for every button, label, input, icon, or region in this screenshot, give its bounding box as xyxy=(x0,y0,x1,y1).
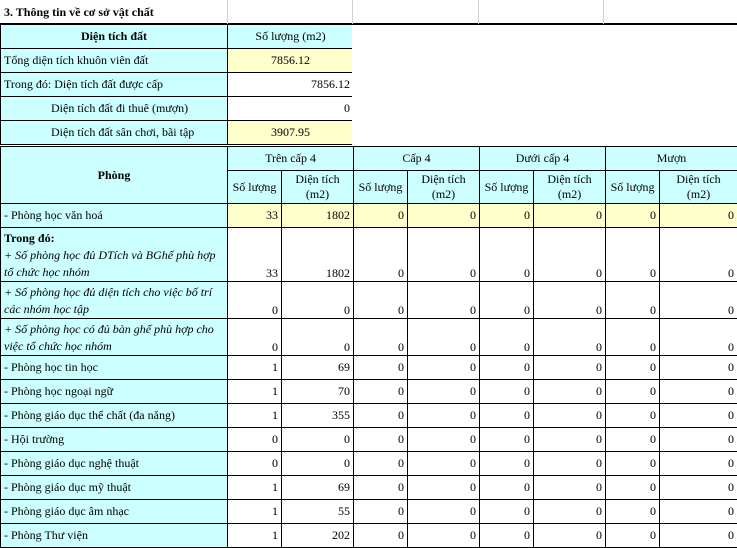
land-label: Diện tích đất đi thuê (mượn) xyxy=(1,97,228,121)
room-count-cell: 0 xyxy=(480,282,534,319)
room-count-cell: 1 xyxy=(228,380,282,404)
room-label-head: Trong đó: xyxy=(4,230,224,247)
room-count-cell: 0 xyxy=(354,356,408,380)
room-count-cell: 1 xyxy=(228,356,282,380)
room-label: + Số phòng học đủ diện tích cho việc bố trí các nhóm học tập xyxy=(1,282,228,319)
room-row xyxy=(1,524,737,548)
room-area-cell: 0 xyxy=(282,452,354,476)
subheader-area-line1: Diện tích xyxy=(537,172,602,187)
subheader-area xyxy=(534,171,606,204)
room-area-cell: 70 xyxy=(282,380,354,404)
room-label: - Phòng giáo dục âm nhạc xyxy=(1,500,228,524)
room-area-cell: 0 xyxy=(660,476,737,500)
subheader-area-line2: (m2) xyxy=(285,187,350,202)
room-row xyxy=(1,204,737,228)
room-area-cell: 69 xyxy=(282,356,354,380)
room-count-cell: 0 xyxy=(606,204,660,228)
room-count-cell: 0 xyxy=(354,428,408,452)
room-area-cell: 0 xyxy=(408,524,480,548)
empty-area xyxy=(352,24,737,149)
room-count-cell: 0 xyxy=(480,404,534,428)
room-count-cell: 0 xyxy=(606,282,660,319)
subheader-count: Số lượng xyxy=(228,171,282,204)
room-row xyxy=(1,319,737,356)
group-header: Mượn xyxy=(606,147,737,171)
room-area-cell: 0 xyxy=(660,500,737,524)
room-area-cell: 0 xyxy=(534,524,606,548)
land-label: Tổng diện tích khuôn viên đất xyxy=(1,49,228,73)
room-row xyxy=(1,380,737,404)
room-count-cell: 0 xyxy=(480,452,534,476)
rooms-table xyxy=(0,146,737,548)
group-header: Trên cấp 4 xyxy=(228,147,354,171)
room-area-cell: 0 xyxy=(660,452,737,476)
room-area-cell: 0 xyxy=(408,404,480,428)
land-row xyxy=(1,121,354,145)
room-label: - Phòng học văn hoá xyxy=(1,204,228,228)
room-count-cell: 0 xyxy=(354,228,408,282)
subheader-area-line1: Diện tích xyxy=(663,172,734,187)
room-area-cell: 0 xyxy=(534,282,606,319)
land-row xyxy=(1,97,354,121)
room-count-cell: 0 xyxy=(606,500,660,524)
room-area-cell: 0 xyxy=(408,356,480,380)
room-area-cell: 0 xyxy=(408,500,480,524)
room-area-cell: 0 xyxy=(660,228,737,282)
room-count-cell: 0 xyxy=(480,204,534,228)
room-label: - Phòng giáo dục mỹ thuật xyxy=(1,476,228,500)
room-area-cell: 0 xyxy=(534,452,606,476)
section-title: 3. Thông tin về cơ sở vật chất xyxy=(0,0,737,24)
room-count-cell: 0 xyxy=(606,356,660,380)
room-count-cell: 0 xyxy=(354,319,408,356)
room-row xyxy=(1,452,737,476)
room-row xyxy=(1,500,737,524)
room-count-cell: 0 xyxy=(480,500,534,524)
gridline xyxy=(478,0,479,24)
subheader-area xyxy=(282,171,354,204)
room-row xyxy=(1,282,737,319)
room-count-cell: 0 xyxy=(228,452,282,476)
room-count-cell: 0 xyxy=(606,476,660,500)
room-area-cell: 0 xyxy=(408,476,480,500)
room-label: - Phòng giáo dục thể chất (đa năng) xyxy=(1,404,228,428)
room-count-cell: 0 xyxy=(354,380,408,404)
room-area-cell: 0 xyxy=(660,319,737,356)
room-area-cell: 202 xyxy=(282,524,354,548)
rooms-header-room: Phòng xyxy=(1,147,228,204)
room-count-cell: 0 xyxy=(606,380,660,404)
room-area-cell: 0 xyxy=(534,476,606,500)
room-count-cell: 0 xyxy=(354,404,408,428)
room-count-cell: 1 xyxy=(228,476,282,500)
room-area-cell: 0 xyxy=(408,428,480,452)
room-area-cell: 0 xyxy=(660,380,737,404)
room-count-cell: 0 xyxy=(606,319,660,356)
land-label: Trong đó: Diện tích đất được cấp xyxy=(1,73,228,97)
room-area-cell: 0 xyxy=(282,282,354,319)
room-area-cell: 0 xyxy=(660,428,737,452)
room-label xyxy=(1,228,228,282)
land-header-label: Diện tích đất xyxy=(1,25,228,49)
room-area-cell: 55 xyxy=(282,500,354,524)
room-count-cell: 0 xyxy=(480,476,534,500)
gridline xyxy=(603,0,604,24)
room-area-cell: 355 xyxy=(282,404,354,428)
group-header: Cấp 4 xyxy=(354,147,480,171)
room-area-cell: 0 xyxy=(660,282,737,319)
room-count-cell: 0 xyxy=(354,476,408,500)
subheader-area xyxy=(660,171,737,204)
room-area-cell: 0 xyxy=(282,428,354,452)
room-count-cell: 0 xyxy=(480,228,534,282)
room-count-cell: 0 xyxy=(606,228,660,282)
room-area-cell: 0 xyxy=(660,356,737,380)
subheader-count: Số lượng xyxy=(480,171,534,204)
room-row xyxy=(1,428,737,452)
room-area-cell: 0 xyxy=(660,404,737,428)
room-count-cell: 0 xyxy=(606,404,660,428)
land-value: 7856.12 xyxy=(228,49,354,73)
land-value: 0 xyxy=(228,97,354,121)
subheader-area-line2: (m2) xyxy=(537,187,602,202)
room-count-cell: 1 xyxy=(228,500,282,524)
land-row xyxy=(1,73,354,97)
group-header: Dưới cấp 4 xyxy=(480,147,606,171)
room-area-cell: 0 xyxy=(282,319,354,356)
room-count-cell: 0 xyxy=(606,452,660,476)
land-label: Diện tích đất sân chơi, bãi tập xyxy=(1,121,228,145)
room-area-cell: 0 xyxy=(534,356,606,380)
room-count-cell: 0 xyxy=(480,428,534,452)
subheader-area-line2: (m2) xyxy=(411,187,476,202)
subheader-area xyxy=(408,171,480,204)
room-area-cell: 0 xyxy=(660,204,737,228)
land-header-value: Số lượng (m2) xyxy=(228,25,354,49)
gridline xyxy=(352,0,353,24)
room-label: - Phòng học ngoại ngữ xyxy=(1,380,228,404)
room-count-cell: 0 xyxy=(480,524,534,548)
room-area-cell: 0 xyxy=(534,404,606,428)
room-area-cell: 0 xyxy=(534,380,606,404)
room-area-cell: 0 xyxy=(408,282,480,319)
room-area-cell: 0 xyxy=(534,228,606,282)
room-area-cell: 1802 xyxy=(282,204,354,228)
room-count-cell: 0 xyxy=(354,524,408,548)
subheader-count: Số lượng xyxy=(354,171,408,204)
room-area-cell: 0 xyxy=(408,452,480,476)
room-area-cell: 0 xyxy=(534,204,606,228)
subheader-area-line1: Diện tích xyxy=(411,172,476,187)
subheader-area-line1: Diện tích xyxy=(285,172,350,187)
room-count-cell: 1 xyxy=(228,524,282,548)
subheader-area-line2: (m2) xyxy=(663,187,734,202)
room-area-cell: 0 xyxy=(660,524,737,548)
room-row xyxy=(1,356,737,380)
land-value: 3907.95 xyxy=(228,121,354,145)
room-area-cell: 0 xyxy=(534,319,606,356)
room-label: - Phòng Thư viện xyxy=(1,524,228,548)
room-count-cell: 0 xyxy=(480,356,534,380)
room-count-cell: 0 xyxy=(480,380,534,404)
room-area-cell: 69 xyxy=(282,476,354,500)
room-area-cell: 0 xyxy=(534,500,606,524)
room-count-cell: 0 xyxy=(354,500,408,524)
room-area-cell: 0 xyxy=(408,228,480,282)
land-value: 7856.12 xyxy=(228,73,354,97)
land-area-table xyxy=(0,24,354,145)
room-label: + Số phòng học có đủ bàn ghế phù hợp cho việc tổ chức học nhóm xyxy=(1,319,228,356)
room-row xyxy=(1,476,737,500)
room-row xyxy=(1,404,737,428)
room-row xyxy=(1,228,737,282)
room-count-cell: 0 xyxy=(228,282,282,319)
room-count-cell: 0 xyxy=(354,204,408,228)
room-count-cell: 0 xyxy=(606,428,660,452)
room-count-cell: 0 xyxy=(228,428,282,452)
room-count-cell: 0 xyxy=(228,319,282,356)
room-count-cell: 0 xyxy=(480,319,534,356)
room-area-cell: 0 xyxy=(534,428,606,452)
room-label: - Phòng học tin học xyxy=(1,356,228,380)
room-label: - Phòng giáo dục nghệ thuật xyxy=(1,452,228,476)
room-area-cell: 0 xyxy=(408,319,480,356)
room-count-cell: 33 xyxy=(228,204,282,228)
room-area-cell: 1802 xyxy=(282,228,354,282)
room-count-cell: 33 xyxy=(228,228,282,282)
gridline xyxy=(227,0,228,24)
room-count-cell: 0 xyxy=(354,452,408,476)
room-label-body: + Số phòng học đủ DTích và BGhế phù hợp tổ chức học nhóm xyxy=(4,247,224,281)
room-count-cell: 1 xyxy=(228,404,282,428)
room-area-cell: 0 xyxy=(408,204,480,228)
room-count-cell: 0 xyxy=(606,524,660,548)
land-row xyxy=(1,49,354,73)
room-count-cell: 0 xyxy=(354,282,408,319)
room-label: - Hội trường xyxy=(1,428,228,452)
subheader-count: Số lượng xyxy=(606,171,660,204)
room-area-cell: 0 xyxy=(408,380,480,404)
